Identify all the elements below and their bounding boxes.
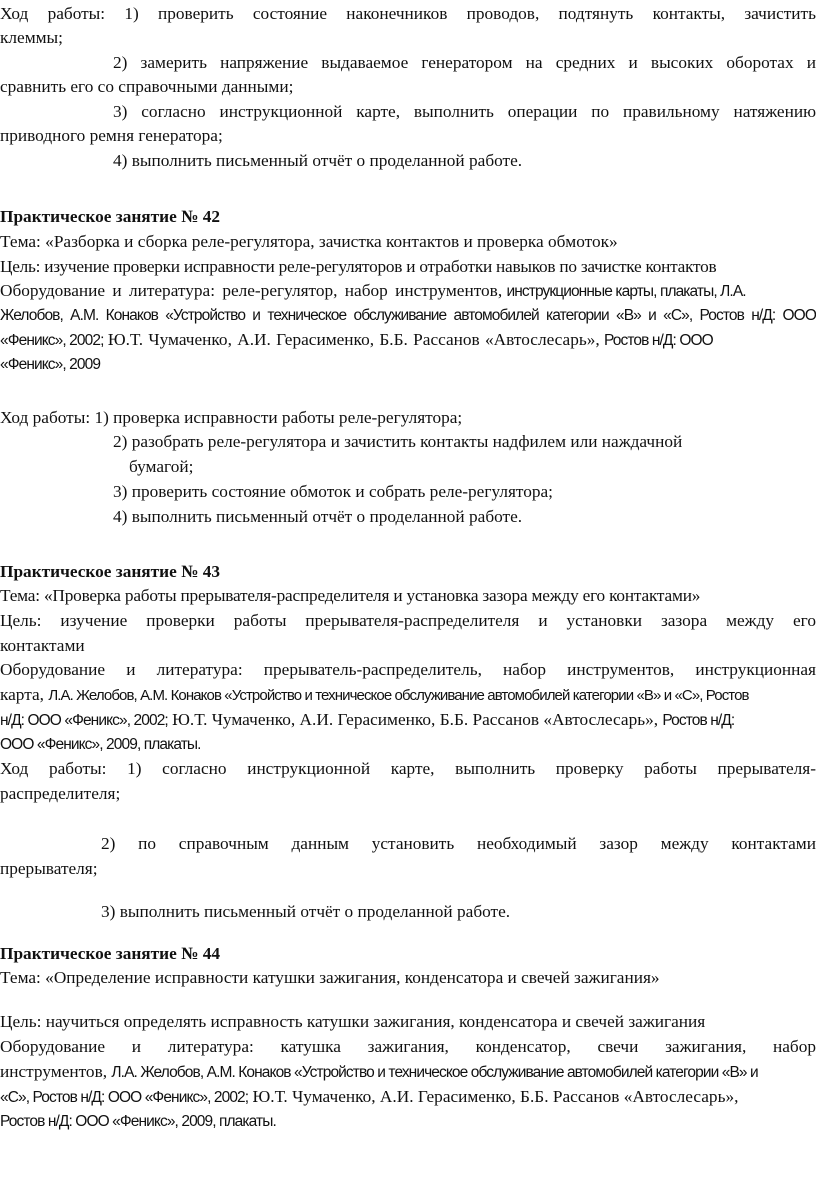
literature-authors: Л.А. Желобов, А.М. Конаков «Устройство и техническое обслуживание автомобилей категории «В» и [111, 1064, 758, 1081]
lesson-42-step-3: 3) проверить состояние обмоток и собрать реле-регулятора; [113, 482, 553, 501]
lesson-43-step-2-cont: прерывателя; [0, 859, 98, 878]
lesson-44-goal: Цель: научиться определять исправность катушки зажигания, конденсатора и свечей зажигания [0, 1012, 706, 1031]
work-step-4: 4) выполнить письменный отчёт о проделанной работе. [113, 151, 523, 170]
lesson-42-literature: Желобов, А.М. Конаков «Устройство и техническое обслуживание автомобилей категории «В» и «С», Ростов н/Д: ООО [0, 307, 816, 324]
lesson-42-equipment [0, 279, 816, 305]
lesson-42-step-2-cont: бумагой; [129, 457, 194, 476]
literature-publisher: н/Д: ООО «Феникс», 2002; [0, 712, 168, 729]
literature-publisher: «Феникс», 2002; [0, 332, 104, 349]
lesson-44-heading: Практическое занятие № 44 [0, 944, 221, 963]
work-step-3-cont: приводного ремня генератора; [0, 126, 223, 145]
lesson-43-work-steps: Ход работы: 1) согласно инструкционной карте, выполнить проверку работы прерывателя- [0, 759, 816, 778]
equipment-text-condensed: инструкционные карты, плакаты, Л.А. [506, 283, 746, 300]
work-steps-line: Ход работы: 1) проверить состояние наконечников проводов, подтянуть контакты, зачистить [0, 4, 816, 23]
work-steps-line: клеммы; [0, 28, 63, 47]
lesson-42-work-steps: Ход работы: 1) проверка исправности работы реле-регулятора; [0, 408, 463, 427]
equipment-text: Оборудование и литература: реле-регулятор, набор инструментов, [0, 281, 503, 300]
lesson-44-equipment: Оборудование и литература: катушка зажигания, конденсатор, свечи зажигания, набор [0, 1037, 816, 1056]
lesson-42-literature-2 [0, 328, 816, 354]
literature-card: карта, [0, 685, 44, 704]
lesson-42-step-4: 4) выполнить письменный отчёт о проделанной работе. [113, 507, 523, 526]
lesson-43-equipment: Оборудование и литература: прерыватель-распределитель, набор инструментов, инструкционная [0, 660, 816, 679]
lesson-43-literature-3: ООО «Феникс», 2009, плакаты. [0, 736, 201, 753]
lesson-44-literature-2 [0, 1085, 816, 1111]
lesson-42-heading: Практическое занятие № 42 [0, 207, 221, 226]
lesson-43-goal: Цель: изучение проверки работы прерывателя-распределителя и установки зазора между его [0, 611, 816, 630]
literature-city: Ростов н/Д: ООО [604, 332, 713, 349]
literature-author: Ю.Т. Чумаченко, А.И. Герасименко, Б.Б. Рассанов «Автослесарь», [172, 710, 659, 729]
literature-author: Ю.Т. Чумаченко, А.И. Герасименко, Б.Б. Рассанов «Автослесарь», [107, 330, 600, 349]
work-step-2: 2) замерить напряжение выдаваемое генератором на средних и высоких оборотах и [113, 53, 816, 72]
lesson-42-literature-3: «Феникс», 2009 [0, 356, 101, 373]
lesson-42-topic: Тема: «Разборка и сборка реле-регулятора, зачистка контактов и проверка обмоток» [0, 232, 618, 251]
lesson-42-step-2: 2) разобрать реле-регулятора и зачистить контакты надфилем или наждачной [113, 432, 683, 451]
literature-publisher: «С», Ростов н/Д: ООО «Феникс», 2002; [0, 1089, 249, 1106]
work-step-3: 3) согласно инструкционной карте, выполнить операции по правильному натяжению [113, 102, 816, 121]
lesson-43-work-steps-cont: распределителя; [0, 784, 121, 803]
lesson-43-literature-2 [0, 708, 816, 734]
lesson-44-literature [0, 1060, 816, 1086]
lesson-43-topic: Тема: «Проверка работы прерывателя-распределителя и установка зазора между его контактами» [0, 586, 701, 605]
literature-authors: Л.А. Желобов, А.М. Конаков «Устройство и техническое обслуживание автомобилей категории «В» и «С», Ростов [48, 687, 749, 704]
lesson-43-goal-cont: контактами [0, 636, 85, 655]
lesson-44-topic: Тема: «Определение исправности катушки зажигания, конденсатора и свечей зажигания» [0, 968, 660, 987]
lesson-43-step-3: 3) выполнить письменный отчёт о проделанной работе. [101, 902, 511, 921]
work-step-2-cont: сравнить его со справочными данными; [0, 77, 294, 96]
literature-tools: инструментов, [0, 1062, 108, 1081]
lesson-43-step-2: 2) по справочным данным установить необходимый зазор между контактами [101, 834, 816, 853]
literature-city: Ростов н/Д: [662, 712, 735, 729]
lesson-42-goal: Цель: изучение проверки исправности реле-регуляторов и отработки навыков по зачистке контактов [0, 257, 717, 276]
lesson-44-literature-3: Ростов н/Д: ООО «Феникс», 2009, плакаты. [0, 1113, 276, 1130]
literature-author: Ю.Т. Чумаченко, А.И. Герасименко, Б.Б. Рассанов «Автослесарь», [252, 1087, 739, 1106]
lesson-43-heading: Практическое занятие № 43 [0, 562, 221, 581]
lesson-43-literature [0, 683, 816, 709]
